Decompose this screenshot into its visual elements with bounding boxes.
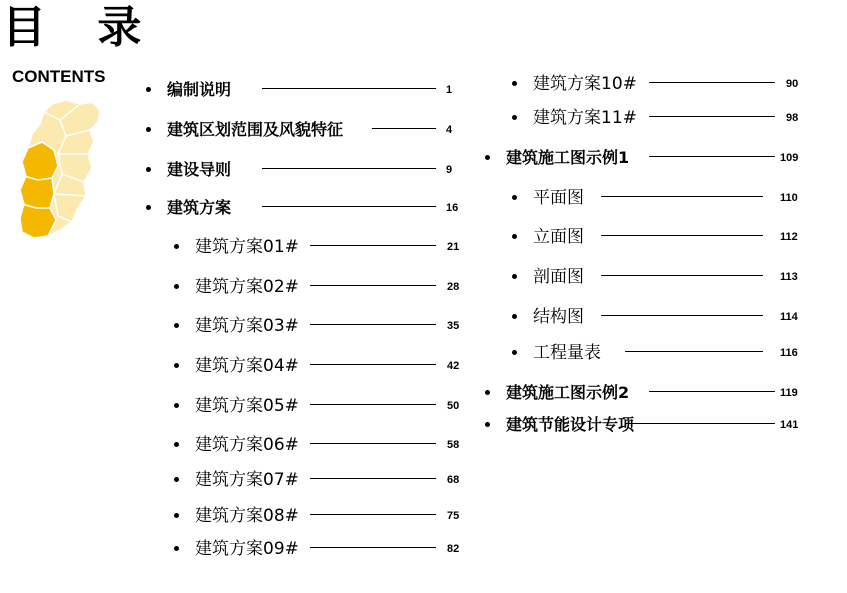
toc-page: 21 (447, 241, 460, 253)
toc-page: 110 (780, 192, 798, 204)
leader-line (310, 285, 436, 286)
toc-item-14[interactable] (512, 73, 812, 97)
toc-label: 建筑区划范围及风貌特征 (167, 120, 344, 139)
toc-label: 建筑方案10# (533, 74, 637, 94)
toc-label: 建筑方案05# (195, 396, 299, 416)
toc-item-3[interactable] (146, 159, 476, 183)
toc-item-7[interactable] (174, 315, 474, 339)
bullet (174, 403, 179, 408)
bullet (146, 205, 151, 210)
toc-page: 114 (780, 311, 798, 323)
toc-item-19[interactable] (512, 266, 812, 290)
bullet (174, 284, 179, 289)
toc-label: 剖面图 (533, 267, 584, 287)
bullet (174, 477, 179, 482)
toc-item-1[interactable] (146, 79, 476, 103)
bullet (146, 167, 151, 172)
toc-label: 结构图 (533, 307, 584, 327)
toc-page: 75 (447, 510, 460, 522)
toc-label: 建筑节能设计专项 (506, 415, 635, 434)
toc-item-5[interactable] (174, 236, 474, 260)
toc-page: 1 (446, 84, 453, 96)
toc-label: 建筑方案03# (195, 316, 299, 336)
toc-label: 建筑方案04# (195, 356, 299, 376)
toc-label: 建筑方案07# (195, 470, 299, 490)
toc-page: 42 (447, 360, 460, 372)
toc-item-18[interactable] (512, 226, 812, 250)
province-map-icon (14, 98, 104, 240)
toc-page: 141 (780, 419, 799, 431)
toc-page: 68 (447, 474, 460, 486)
toc-page: 35 (447, 320, 460, 332)
toc-item-21[interactable] (512, 342, 812, 366)
bullet (174, 513, 179, 518)
toc-label: 建筑方案06# (195, 435, 299, 455)
toc-item-20[interactable] (512, 306, 812, 330)
leader-line (310, 443, 436, 444)
toc-label: 建筑方案02# (195, 277, 299, 297)
toc-item-2[interactable] (146, 119, 476, 143)
bullet (146, 127, 151, 132)
bullet (512, 234, 517, 239)
toc-page: 4 (446, 124, 453, 136)
toc-page: 28 (447, 281, 460, 293)
bullet (174, 363, 179, 368)
bullet (512, 274, 517, 279)
bullet (485, 422, 490, 427)
toc-label: 建设导则 (167, 160, 232, 179)
leader-line (625, 351, 763, 352)
leader-line (601, 315, 763, 316)
leader-line (310, 404, 436, 405)
toc-page: 90 (786, 78, 799, 90)
bullet (485, 390, 490, 395)
leader-line (310, 547, 436, 548)
toc-item-17[interactable] (512, 187, 812, 211)
toc-page: 50 (447, 400, 460, 412)
leader-line (262, 88, 436, 89)
leader-line (310, 245, 436, 246)
leader-line (601, 196, 763, 197)
toc-item-8[interactable] (174, 355, 474, 379)
toc-label: 建筑方案09# (195, 539, 299, 559)
toc-item-12[interactable] (174, 505, 474, 529)
toc-page: 119 (780, 387, 798, 399)
toc-page: 98 (786, 112, 799, 124)
leader-line (262, 168, 436, 169)
toc-item-15[interactable] (512, 107, 812, 131)
toc-item-4[interactable] (146, 197, 476, 221)
toc-item-10[interactable] (174, 434, 474, 458)
leader-line (310, 478, 436, 479)
leader-line (262, 206, 436, 207)
toc-label: 工程量表 (533, 343, 601, 363)
toc-item-6[interactable] (174, 276, 474, 300)
bullet (174, 244, 179, 249)
leader-line (649, 82, 775, 83)
toc-page: 9 (446, 164, 453, 176)
toc-label: 建筑施工图示例2 (506, 383, 630, 402)
toc-item-23[interactable] (485, 414, 815, 438)
toc-label: 建筑方案01# (195, 237, 299, 257)
bullet (174, 323, 179, 328)
toc-page: 16 (446, 202, 459, 214)
bullet (512, 314, 517, 319)
leader-line (649, 156, 775, 157)
toc-page: 116 (780, 347, 798, 359)
toc-item-13[interactable] (174, 538, 474, 562)
toc-page: 82 (447, 543, 460, 555)
toc-label: 编制说明 (167, 80, 232, 99)
bullet (512, 81, 517, 86)
toc-label: 建筑方案08# (195, 506, 299, 526)
page-title: 目 录 (2, 2, 160, 53)
toc-page: 109 (780, 152, 799, 164)
bullet (146, 87, 151, 92)
leader-line (372, 128, 436, 129)
toc-label: 建筑方案 (167, 198, 232, 217)
toc-label: 建筑方案11# (533, 108, 637, 128)
leader-line (649, 391, 775, 392)
leader-line (310, 324, 436, 325)
leader-line (601, 275, 763, 276)
leader-line (601, 235, 763, 236)
bullet (512, 115, 517, 120)
toc-page: 58 (447, 439, 460, 451)
toc-label: 建筑施工图示例1 (506, 148, 630, 167)
leader-line (625, 423, 775, 424)
leader-line (310, 514, 436, 515)
map-region-highlight (20, 142, 58, 238)
page-subtitle: CONTENTS (12, 67, 106, 86)
toc-item-11[interactable] (174, 469, 474, 493)
leader-line (649, 116, 775, 117)
bullet (512, 350, 517, 355)
toc-label: 平面图 (533, 188, 584, 208)
bullet (512, 195, 517, 200)
toc-label: 立面图 (533, 227, 584, 247)
bullet (174, 442, 179, 447)
toc-item-16[interactable] (485, 147, 815, 171)
leader-line (310, 364, 436, 365)
toc-item-9[interactable] (174, 395, 474, 419)
bullet (485, 155, 490, 160)
toc-item-22[interactable] (485, 382, 815, 406)
toc-page: 112 (780, 231, 798, 243)
toc-page: 113 (780, 271, 798, 283)
bullet (174, 546, 179, 551)
